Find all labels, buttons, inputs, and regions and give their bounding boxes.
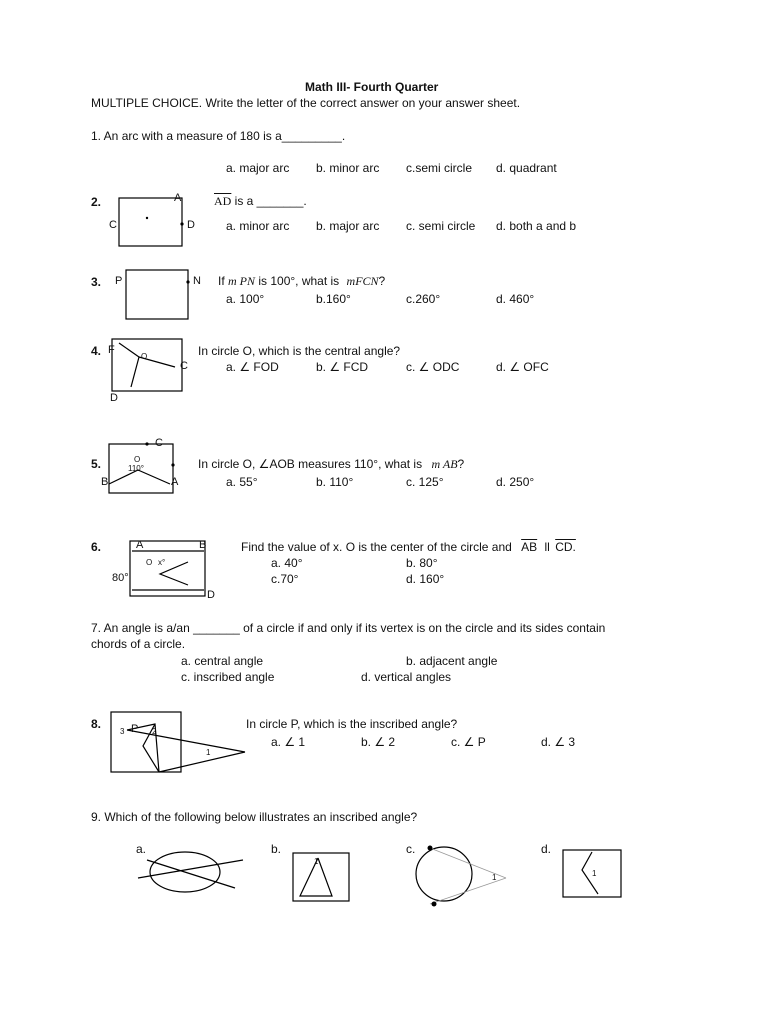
segment-cd: CD. (555, 540, 576, 554)
q2-label-c: C (109, 219, 117, 231)
q4-label-c: C (180, 360, 188, 372)
parallel-symbol: ll (544, 540, 550, 554)
q2-stem-suffix: is a _______. (231, 194, 307, 208)
q3-choice-b: b.160° (316, 292, 351, 306)
question-5-number: 5. (91, 457, 102, 471)
q3-choice-d: d. 460° (496, 292, 535, 306)
q7-choice-d: d. vertical angles (361, 670, 452, 684)
q2-choice-b: b. major arc (316, 219, 380, 233)
q7-choice-a: a. central angle (181, 654, 264, 668)
q8-label-p: P (131, 723, 139, 735)
question-2-number: 2. (91, 195, 102, 209)
q4-label-d: D (110, 392, 118, 404)
q9-figure-b (290, 850, 352, 906)
question-3-number: 3. (91, 275, 102, 289)
q8-choice-c: c. ∠ P (451, 735, 486, 749)
question-4-number: 4. (91, 344, 102, 358)
q6-choice-d: d. 160° (406, 572, 445, 586)
q9-figure-a (135, 848, 245, 898)
q4-choice-d: d. ∠ OFC (496, 360, 549, 374)
q4-stem: In circle O, which is the central angle? (198, 344, 401, 358)
q2-choice-d: d. both a and b (496, 219, 577, 233)
question-7-line-2: chords of a circle. (91, 637, 186, 651)
q6-choice-b: b. 80° (406, 556, 438, 570)
q3-label-p: P (115, 275, 123, 287)
q2-label-a: A (174, 192, 182, 204)
q9-c-mark: 1 (492, 873, 497, 882)
q2-figure (105, 190, 215, 254)
q1-choice-c: c.semi circle (406, 161, 473, 175)
q3-label-n: N (193, 275, 201, 287)
q5-angle-label: 110° (128, 464, 144, 473)
q8-figure (105, 706, 255, 776)
q5-stem-end: ? (457, 457, 465, 471)
q3-stem (218, 274, 385, 289)
measure-arc-pn: m PN (228, 274, 256, 288)
q4-choice-c: c. ∠ ODC (406, 360, 460, 374)
q6-label-x: x° (158, 558, 166, 567)
q6-label-80: 80° (112, 572, 129, 584)
q2-choice-c: c. semi circle (406, 219, 476, 233)
q5-stem (198, 457, 464, 472)
q8-label-1: 1 (206, 748, 211, 757)
q5-choice-c: c. 125° (406, 475, 444, 489)
q8-label-2: 2 (152, 727, 157, 736)
q3-choice-c: c.260° (406, 292, 441, 306)
q5-stem-pre: In circle O, ∠AOB measures 110°, what is (198, 457, 423, 471)
q8-stem: In circle P, which is the inscribed angle? (246, 717, 458, 731)
q5-choice-b: b. 110° (316, 475, 354, 489)
instructions: MULTIPLE CHOICE. Write the letter of the correct answer on your answer sheet. (91, 96, 521, 110)
q9-option-a-label: a. (136, 842, 147, 856)
q9-option-d-label: d. (541, 842, 552, 856)
q2-label-d: D (187, 219, 195, 231)
q5-choice-a: a. 55° (226, 475, 258, 489)
q3-figure (112, 266, 202, 326)
q2-stem (214, 194, 307, 209)
q7-choice-c: c. inscribed angle (181, 670, 275, 684)
q5-label-a: A (171, 476, 179, 488)
q6-label-b: B (199, 539, 207, 551)
q9-option-c-label: c. (406, 842, 416, 856)
q4-label-o: O (141, 352, 148, 361)
measure-arc-fcn: mFCN (346, 274, 379, 288)
q4-choice-a: a. ∠ FOD (226, 360, 279, 374)
q3-stem-if: If (218, 274, 225, 288)
q3-stem-mid: is 100°, what is (255, 274, 340, 288)
q1-choice-d: d. quadrant (496, 161, 557, 175)
q9-option-b-label: b. (271, 842, 282, 856)
question-8-number: 8. (91, 717, 102, 731)
page-title: Math III- Fourth Quarter (305, 80, 439, 94)
q1-choice-b: b. minor arc (316, 161, 380, 175)
segment-ab: $\overline{AB}$ (521, 540, 538, 554)
q5-label-b: B (101, 476, 109, 488)
q9-d-mark: 1 (592, 869, 597, 878)
q6-label-o: O (146, 558, 153, 567)
q6-label-d: D (207, 589, 215, 601)
q7-choice-b: b. adjacent angle (406, 654, 498, 668)
q5-label-o: O (134, 455, 141, 464)
q8-choice-d: d. ∠ 3 (541, 735, 576, 749)
q2-choice-a: a. minor arc (226, 219, 290, 233)
q6-stem-pre: Find the value of x. O is the center of the circle and (241, 540, 512, 554)
q8-label-3: 3 (120, 727, 125, 736)
measure-arc-ab: m AB (431, 457, 458, 471)
q8-choice-a: a. ∠ 1 (271, 735, 306, 749)
q9-figure-c (410, 842, 520, 912)
q6-choice-a: a. 40° (271, 556, 303, 570)
question-7-line-1: 7. An angle is a/an _______ of a circle if and only if its vertex is on the circle and its sides contain (91, 621, 606, 635)
arc-ad: $\overline{AD}$ (214, 194, 232, 208)
q6-label-a: A (136, 539, 144, 551)
q6-stem (241, 540, 576, 554)
q9-b-mark: 1 (314, 857, 319, 866)
q4-choice-b: b. ∠ FCD (316, 360, 369, 374)
q6-choice-c: c.70° (271, 572, 299, 586)
question-1-text: 1. An arc with a measure of 180 is a_________. (91, 129, 346, 143)
question-9-text: 9. Which of the following below illustrates an inscribed angle? (91, 810, 418, 824)
q3-choice-a: a. 100° (226, 292, 265, 306)
q4-label-f: F (108, 344, 115, 356)
q5-choice-d: d. 250° (496, 475, 535, 489)
question-6-number: 6. (91, 540, 102, 554)
q8-choice-b: b. ∠ 2 (361, 735, 396, 749)
q1-choice-a: a. major arc (226, 161, 290, 175)
q5-label-c: C (155, 437, 163, 449)
q3-stem-end: ? (378, 274, 386, 288)
